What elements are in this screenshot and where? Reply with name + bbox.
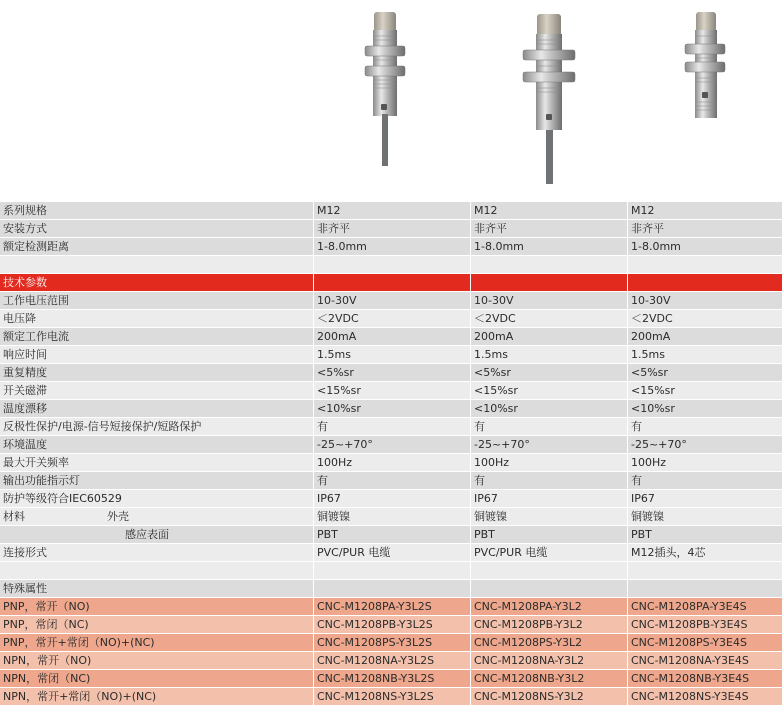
cell-value xyxy=(471,256,628,274)
cell-value: IP67 xyxy=(314,490,471,508)
tech-row xyxy=(0,328,782,346)
cell-value: <5%sr xyxy=(628,364,782,382)
cell-value: 铜镀镍 xyxy=(471,508,628,526)
cell-value: CNC-M1208NS-Y3L2 xyxy=(471,688,628,706)
sensor-cable-image-1 xyxy=(355,8,415,168)
row-label: 最大开关频率 xyxy=(0,454,314,472)
cell-value: 100Hz xyxy=(314,454,471,472)
cell-value: 非齐平 xyxy=(471,220,628,238)
row-label: 反极性保护/电源-信号短接保护/短路保护 xyxy=(0,418,314,436)
cell-value: 1.5ms xyxy=(314,346,471,364)
cell-value: <15%sr xyxy=(314,382,471,400)
cell-value: 有 xyxy=(628,418,782,436)
tech-row xyxy=(0,490,782,508)
tech-row xyxy=(0,292,782,310)
tech-row xyxy=(0,346,782,364)
row-label: 额定工作电流 xyxy=(0,328,314,346)
material-face-row xyxy=(0,526,782,544)
model-row xyxy=(0,670,782,688)
cell-value: 有 xyxy=(314,418,471,436)
cell-value: PBT xyxy=(314,526,471,544)
tech-row xyxy=(0,400,782,418)
cell-value xyxy=(314,256,471,274)
tech-row xyxy=(0,364,782,382)
cell-value: CNC-M1208PA-Y3L2 xyxy=(471,598,628,616)
cell-value: <5%sr xyxy=(314,364,471,382)
cell-value: M12 xyxy=(628,202,782,220)
cell-value: CNC-M1208NS-Y3L2S xyxy=(314,688,471,706)
cell-value: ＜2VDC xyxy=(314,310,471,328)
row-label: 特殊属性 xyxy=(0,580,314,598)
cell-value: CNC-M1208NA-Y3E4S xyxy=(628,652,782,670)
row-label: PNP，常闭（NC) xyxy=(0,616,314,634)
cell-value xyxy=(628,274,782,292)
cell-value xyxy=(628,562,782,580)
cell-value: -25~+70° xyxy=(314,436,471,454)
cell-value xyxy=(314,562,471,580)
row-label: NPN，常开（NO) xyxy=(0,652,314,670)
row-label: 额定检测距离 xyxy=(0,238,314,256)
spacer-row xyxy=(0,256,782,274)
cell-value xyxy=(628,256,782,274)
product-images xyxy=(0,0,782,200)
cell-value: 铜镀镍 xyxy=(314,508,471,526)
cell-value: 非齐平 xyxy=(314,220,471,238)
cell-value: 200mA xyxy=(628,328,782,346)
cell-value: 有 xyxy=(314,472,471,490)
cell-value: CNC-M1208PA-Y3L2S xyxy=(314,598,471,616)
tech-row xyxy=(0,382,782,400)
row-label: 温度漂移 xyxy=(0,400,314,418)
model-row xyxy=(0,634,782,652)
cell-value: 100Hz xyxy=(471,454,628,472)
cell-value: 1-8.0mm xyxy=(314,238,471,256)
row-label: 系列规格 xyxy=(0,202,314,220)
row-label: PNP，常开+常闭（NO)+(NC) xyxy=(0,634,314,652)
cell-value: IP67 xyxy=(628,490,782,508)
section-header-special xyxy=(0,580,782,598)
row-label: 输出功能指示灯 xyxy=(0,472,314,490)
model-row xyxy=(0,652,782,670)
model-row xyxy=(0,616,782,634)
cell-value: <10%sr xyxy=(628,400,782,418)
cell-value: 有 xyxy=(628,472,782,490)
tech-row xyxy=(0,436,782,454)
cell-value xyxy=(471,580,628,598)
model-row xyxy=(0,688,782,706)
row-label: PNP，常开（NO) xyxy=(0,598,314,616)
row-sublabel: 感应表面 xyxy=(3,526,169,543)
cell-value: M12 xyxy=(471,202,628,220)
cell-value: 非齐平 xyxy=(628,220,782,238)
sensor-connector-image xyxy=(680,8,730,124)
cell-value: ＜2VDC xyxy=(471,310,628,328)
cell-value: CNC-M1208PS-Y3L2S xyxy=(314,634,471,652)
cell-value: 200mA xyxy=(471,328,628,346)
cell-value: 1-8.0mm xyxy=(471,238,628,256)
model-row xyxy=(0,598,782,616)
cell-value: CNC-M1208NB-Y3L2 xyxy=(471,670,628,688)
cell-value: CNC-M1208PS-Y3L2 xyxy=(471,634,628,652)
cell-value: 铜镀镍 xyxy=(628,508,782,526)
row-label: NPN，常开+常闭（NO)+(NC) xyxy=(0,688,314,706)
cell-value: <15%sr xyxy=(471,382,628,400)
cell-value: 1-8.0mm xyxy=(628,238,782,256)
cell-value: 有 xyxy=(471,472,628,490)
cell-value: PVC/PUR 电缆 xyxy=(314,544,471,562)
cell-value: -25~+70° xyxy=(471,436,628,454)
section-header-tech xyxy=(0,274,782,292)
cell-value xyxy=(471,562,628,580)
row-label: 工作电压范围 xyxy=(0,292,314,310)
cell-value: 10-30V xyxy=(314,292,471,310)
row-label: 响应时间 xyxy=(0,346,314,364)
sensor-cable-image-2 xyxy=(518,10,580,186)
row-label: 防护等级符合IEC60529 xyxy=(0,490,314,508)
cell-value xyxy=(314,274,471,292)
cell-value: 1.5ms xyxy=(471,346,628,364)
row-label xyxy=(0,526,314,544)
cell-value: <10%sr xyxy=(314,400,471,418)
cell-value: IP67 xyxy=(471,490,628,508)
cell-value: CNC-M1208PB-Y3L2 xyxy=(471,616,628,634)
cell-value xyxy=(314,580,471,598)
row-label: 环境温度 xyxy=(0,436,314,454)
cell-value: -25~+70° xyxy=(628,436,782,454)
tech-row xyxy=(0,418,782,436)
cell-value: ＜2VDC xyxy=(628,310,782,328)
row-label: 材料 外壳 xyxy=(0,508,314,526)
row-label: 重复精度 xyxy=(0,364,314,382)
cell-value: 有 xyxy=(471,418,628,436)
row-label xyxy=(0,562,314,580)
row-label: 电压降 xyxy=(0,310,314,328)
cell-value: 10-30V xyxy=(471,292,628,310)
general-row xyxy=(0,220,782,238)
spec-table xyxy=(0,202,782,706)
row-label: NPN，常闭（NC) xyxy=(0,670,314,688)
general-row xyxy=(0,202,782,220)
cell-value: <15%sr xyxy=(628,382,782,400)
cell-value: PVC/PUR 电缆 xyxy=(471,544,628,562)
tech-row xyxy=(0,472,782,490)
cell-value: 1.5ms xyxy=(628,346,782,364)
cell-value: CNC-M1208NA-Y3L2S xyxy=(314,652,471,670)
tech-row xyxy=(0,310,782,328)
row-label: 连接形式 xyxy=(0,544,314,562)
cell-value: <10%sr xyxy=(471,400,628,418)
row-label: 技术参数 xyxy=(0,274,314,292)
row-label xyxy=(0,256,314,274)
cell-value: CNC-M1208NB-Y3E4S xyxy=(628,670,782,688)
cell-value: 100Hz xyxy=(628,454,782,472)
cell-value: 10-30V xyxy=(628,292,782,310)
cell-value: 200mA xyxy=(314,328,471,346)
cell-value: PBT xyxy=(471,526,628,544)
cell-value xyxy=(471,274,628,292)
cell-value: CNC-M1208NS-Y3E4S xyxy=(628,688,782,706)
cell-value: CNC-M1208PB-Y3E4S xyxy=(628,616,782,634)
cell-value: <5%sr xyxy=(471,364,628,382)
row-label: 安装方式 xyxy=(0,220,314,238)
spacer-row xyxy=(0,562,782,580)
cell-value xyxy=(628,580,782,598)
connection-row xyxy=(0,544,782,562)
cell-value: CNC-M1208PS-Y3E4S xyxy=(628,634,782,652)
cell-value: CNC-M1208PA-Y3E4S xyxy=(628,598,782,616)
row-label: 开关磁滞 xyxy=(0,382,314,400)
tech-row xyxy=(0,454,782,472)
general-row xyxy=(0,238,782,256)
material-row xyxy=(0,508,782,526)
cell-value: CNC-M1208NB-Y3L2S xyxy=(314,670,471,688)
cell-value: M12 xyxy=(314,202,471,220)
cell-value: M12插头，4芯 xyxy=(628,544,782,562)
cell-value: CNC-M1208PB-Y3L2S xyxy=(314,616,471,634)
cell-value: PBT xyxy=(628,526,782,544)
cell-value: CNC-M1208NA-Y3L2 xyxy=(471,652,628,670)
